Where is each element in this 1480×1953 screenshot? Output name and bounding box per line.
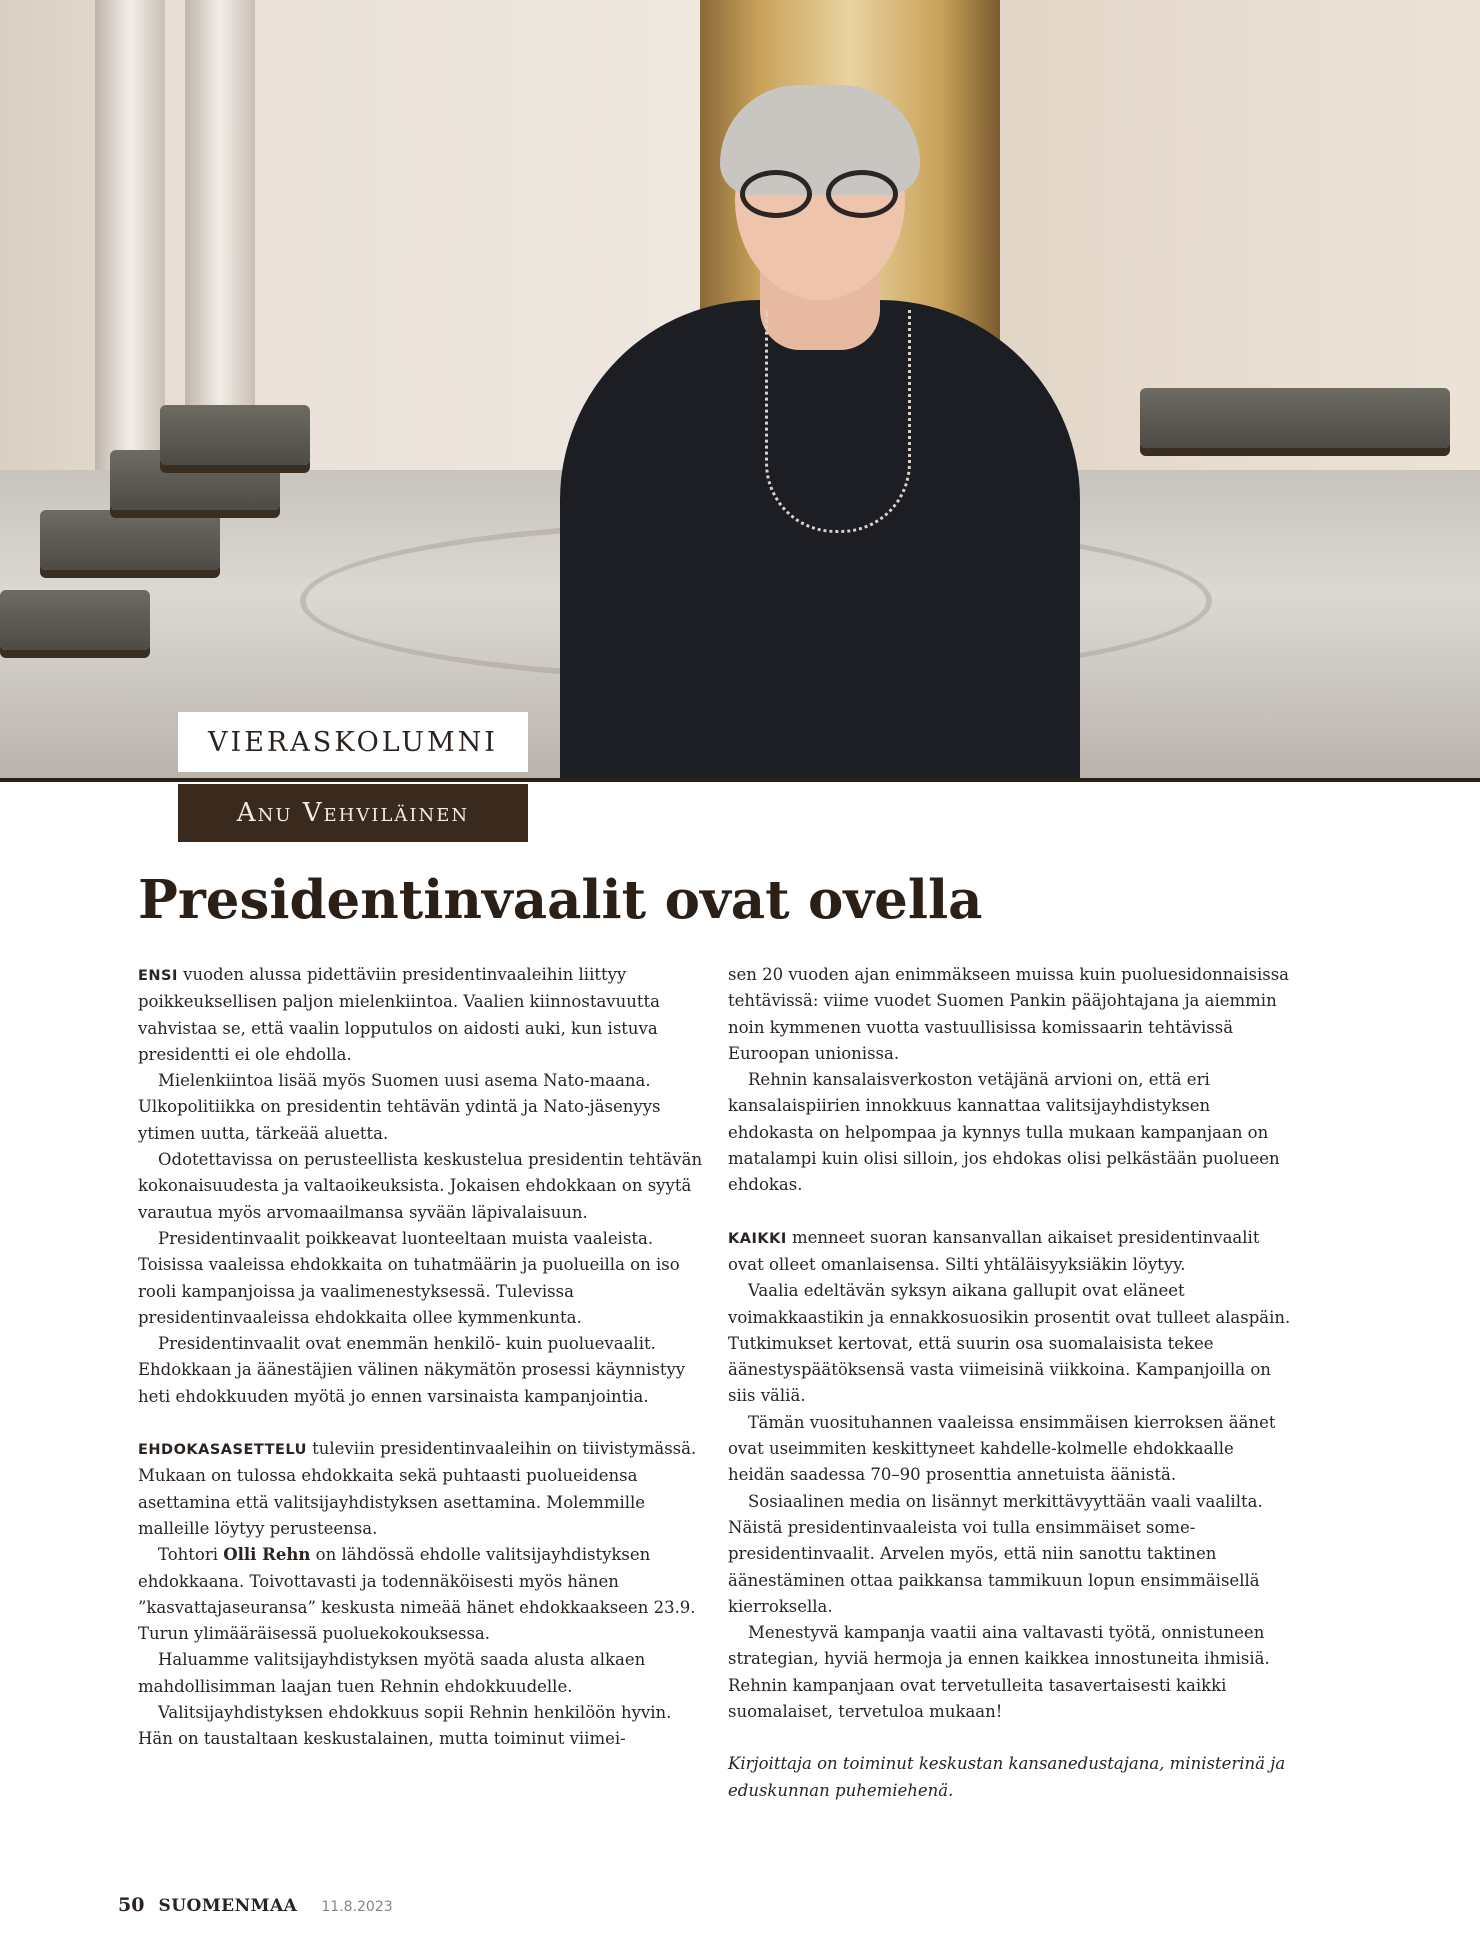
lead-in-caps: ENSI — [138, 968, 178, 984]
photo-bench — [40, 510, 220, 570]
hero-photo — [0, 0, 1480, 780]
article-column-right — [728, 962, 1293, 1804]
paragraph: Presidentinvaalit ovat enemmän henkilö- kuin puoluevaalit. Ehdokkaan ja äänestäjien välinen näkymätön prosessi käynnistyy heti ehdokkuuden myötä jo ennen varsinaista kampanjointia. — [138, 1334, 686, 1406]
paragraph-text: tuleviin presidentinvaaleihin on tiivistymässä. Mukaan on tulossa ehdokkaita sekä puhtaasti puolueidensa asettamina että valitsijayhdistyksen asettamina. Molemmille malleille löytyy perusteensa. — [138, 1439, 697, 1538]
article-headline: Presidentinvaalit ovat ovella — [138, 869, 983, 931]
paragraph — [138, 1542, 703, 1647]
magazine-name: SUOMENMAA — [158, 1896, 298, 1916]
lead-in-caps: KAIKKI — [728, 1230, 787, 1247]
paragraph: Mielenkiintoa lisää myös Suomen uusi asema Nato-maana. Ulkopolitiikka on presidentin tehtävän ydintä ja Nato-jäsenyys ytimen uutta, tärkeää aluetta. — [138, 1071, 661, 1143]
paragraph-text: Tohtori — [158, 1545, 224, 1565]
paragraph: Vaalia edeltävän syksyn aikana gallupit ovat eläneet voimakkaastikin ja ennakkosuosikin prosentit ovat tulleet alaspäin. Tutkimukset kertovat, että suurin osa suomalaisista tekee äänestyspäätöksensä vasta viimeisinä viikkoina. Kampanjoilla on siis väliä. — [728, 1281, 1291, 1406]
issue-date: 11.8.2023 — [321, 1899, 393, 1915]
paragraph: Sosiaalinen media on lisännyt merkittävyyttään vaali vaalilta. Näistä presidentinvaaleista voi tulla ensimmäiset some-presidentinvaalit. Arvelen myös, että niin sanottu taktinen äänestäminen ottaa paikkansa tammikuun lopun ensimmäisellä kierroksella. — [728, 1491, 1263, 1616]
paragraph — [728, 1225, 1293, 1279]
paragraph — [138, 962, 703, 1068]
author-bio: Kirjoittaja on toiminut keskustan kansanedustajana, ministerinä ja eduskunnan puhemiehenä. — [728, 1754, 1286, 1800]
person-name: Olli Rehn — [223, 1545, 311, 1565]
lead-in-caps: EHDOKASASETTELU — [138, 1442, 307, 1459]
paragraph: sen 20 vuoden ajan enimmäkseen muissa kuin puoluesidonnaisissa tehtävissä: viime vuodet Suomen Pankin pääjohtajana ja aiemmin noin kymmenen vuotta vastuullisissa komissaarin tehtävissä Euroopan unionissa. — [728, 965, 1290, 1063]
paragraph: Rehnin kansalaisverkoston vetäjänä arvioni on, että eri kansalaispiirien innokkuus kannattaa valitsijayhdistyksen ehdokasta on helpompaa ja kynnys tulla mukaan kampanjaan on matalampi kuin olisi silloin, jos ehdokas olisi pelkästään puolueen ehdokas. — [728, 1070, 1280, 1195]
photo-bench — [1140, 388, 1450, 448]
article-column-left — [138, 962, 703, 1753]
paragraph: Haluamme valitsijayhdistyksen myötä saada alusta alkaen mahdollisimman laajan tuen Rehnin ehdokkuudelle. — [138, 1650, 646, 1696]
paragraph: Menestyvä kampanja vaatii aina valtavasti työtä, onnistuneen strategian, hyviä hermoja ja ennen kaikkea innostuneita ihmisiä. Rehnin kampanjaan ovat tervetulleita tasavertaisesti kaikki suomalaiset, tervetuloa mukaan! — [728, 1623, 1270, 1722]
paragraph: Valitsijayhdistyksen ehdokkuus sopii Rehnin henkilöön hyvin. Hän on taustaltaan keskustalainen, mutta toiminut viimei- — [138, 1703, 672, 1749]
page-footer — [118, 1894, 393, 1924]
photo-bench — [0, 590, 150, 650]
photo-bench — [160, 405, 310, 465]
paragraph — [138, 1436, 703, 1542]
paragraph-text: on lähdössä ehdolle valitsijayhdistyksen ehdokkaana. Toivottavasti ja todennäköisesti myös hänen ”kasvattajaseuransa” keskusta nimeää hänet ehdokkaakseen 23.9. Turun ylimääräisessä puoluekokouksessa. — [138, 1545, 696, 1644]
paragraph: Presidentinvaalit poikkeavat luonteeltaan muista vaaleista. Toisissa vaaleissa ehdokkaita on tuhatmäärin ja puolueilla on iso rooli kampanjoissa ja vaalimenestyksessä. Tulevissa presidentinvaaleissa ehdokkaita ollee kymmenkunta. — [138, 1228, 680, 1327]
photo-person-necklace — [765, 310, 911, 533]
page-number: 50 — [118, 1894, 145, 1916]
author-byline: Anu Vehviläinen — [178, 784, 528, 842]
photo-person-glasses — [740, 170, 900, 210]
paragraph-text: menneet suoran kansanvallan aikaiset presidentinvaalit ovat olleet omanlaisensa. Silti yhtäläisyyksiäkin löytyy. — [728, 1227, 1260, 1274]
paragraph: Odotettavissa on perusteellista keskustelua presidentin tehtävän kokonaisuudesta ja valtaoikeuksista. Jokaisen ehdokkaan on syytä varautua myös arvomaailmansa syvään läpivalaisuun. — [138, 1150, 703, 1222]
hero-divider — [0, 778, 1480, 782]
column-kicker: VIERASKOLUMNI — [178, 712, 528, 772]
paragraph-text: vuoden alussa pidettäviin presidentinvaaleihin liittyy poikkeuksellisen paljon mielenkiintoa. Vaalien kiinnostavuutta vahvistaa se, että vaalin lopputulos on aidosti auki, kun istuva presidentti ei ole ehdolla. — [138, 965, 660, 1064]
paragraph: Tämän vuosituhannen vaaleissa ensimmäisen kierroksen äänet ovat useimmiten keskittyneet kahdelle-kolmelle ehdokkaalle heidän saadessa 70–90 prosenttia annetuista äänistä. — [728, 1412, 1276, 1485]
